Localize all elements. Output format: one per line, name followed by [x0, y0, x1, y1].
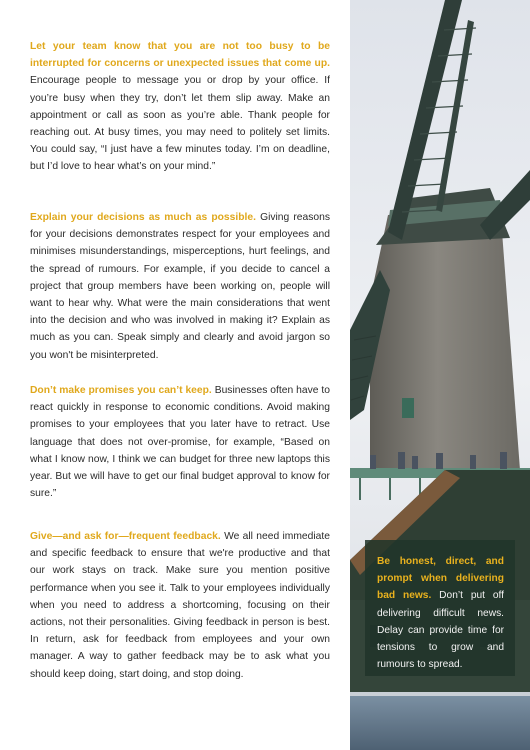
callout-body: Don’t put off delivering difficult news. Delay can provide time for tensions to grow and rumours to spread.: [377, 590, 504, 671]
callout-text: [377, 553, 504, 673]
paragraph-no-promises: [30, 382, 330, 502]
paragraph-body: Giving reasons for your decisions demonstrates respect for your employees and minimises misunderstandings, misperceptions, hurt feelings, and the spread of rumours. For example, if you decide to cancel a project that group members have been working on, people will want to hear why. What were the main considerations that went into the decision and who was involved in making it? Explain as much as you can. Speak simply and clearly and avoid jargon so you won't be misinterpreted.: [30, 212, 330, 361]
paragraph-lead: Explain your decisions as much as possible.: [30, 212, 256, 223]
paragraph-lead: Don’t make promises you can’t keep.: [30, 385, 212, 396]
paragraph-body: Encourage people to message you or drop by your office. If you’re busy when they try, don’t let them slip away. Make an appointment or call as soon as you’re able. Thank people for reaching out. At busy times, you may need to politely set limits. You could say, “I just have a few minutes today. I’m on deadline, but I’d love to hear what’s on your mind.”: [30, 75, 330, 173]
bad-news-callout-box: [365, 540, 515, 676]
paragraph-body: We all need immediate and specific feedback to ensure that we're productive and that our work stays on track. Make sure you mention positive performance when you see it. Talk to your employees individually when you need to address a shortcoming, focusing on their actions, not their personalities. Giving feedback in person is best. In return, ask for feedback from employees and your own manager. A way to gather feedback may be to ask what you should keep doing, start doing, and stop doing.: [30, 531, 330, 680]
paragraph-feedback: [30, 528, 330, 683]
paragraph-explain-decisions: [30, 209, 330, 364]
callout-lead: Be honest, direct, and prompt when delivering bad news.: [377, 556, 504, 602]
paragraph-team-availability: [30, 38, 330, 176]
paragraph-lead: Give—and ask for—frequent feedback.: [30, 531, 221, 542]
paragraph-lead: Let your team know that you are not too busy to be interrupted for concerns or unexpected issues that come up.: [30, 41, 330, 70]
paragraph-body: Businesses often have to react quickly in response to economic conditions. Avoid making promises to your employees that you later have to retract. Use language that does not over-promise, for example, “Based on what I know now, I think we can budget for three new laptops this year. But we will have to get our final budget approval to know for sure.”: [30, 385, 330, 500]
